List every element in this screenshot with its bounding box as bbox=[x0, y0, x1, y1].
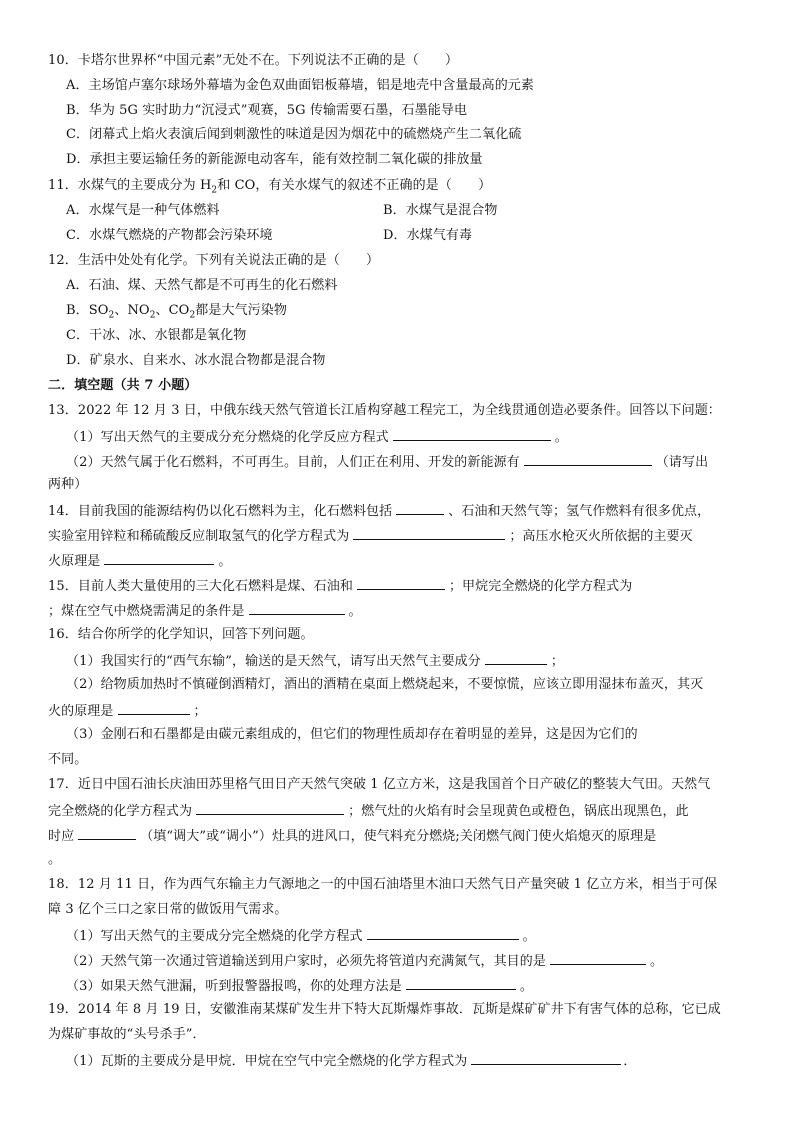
q17-line4: 。 bbox=[48, 852, 62, 867]
q13-part1-text: （1）写出天然气的主要成分充分燃烧的化学反应方程式 bbox=[66, 430, 389, 445]
q18-line2: 障 3 亿个三口之家日常的做饭用气需求。 bbox=[48, 902, 288, 917]
q12-b-sub: 2 bbox=[149, 310, 156, 321]
q18-text: （1）写出天然气的主要成分完全燃烧的化学方程式 bbox=[66, 929, 363, 944]
q12-b-sub: 2 bbox=[189, 310, 196, 321]
q14-text: 14．目前我国的能源结构仍以化石燃料为主，化石燃料包括 bbox=[48, 504, 393, 519]
q12-b-text: 、NO bbox=[114, 303, 150, 318]
q18-text: （2）天然气第一次通过管道输送到用户家时，必须先将管道内充满氮气，其目的是 bbox=[66, 954, 546, 969]
q16-part1 bbox=[66, 651, 564, 671]
q15-text: ；煤在空气中燃烧需满足的条件是 bbox=[48, 604, 245, 619]
q19-text: （1）瓦斯的主要成分是甲烷．甲烷在空气中完全燃烧的化学方程式为 bbox=[66, 1054, 468, 1069]
answer-blank[interactable] bbox=[550, 951, 646, 965]
q14-text: 火原理是 bbox=[48, 554, 101, 569]
q10-option-b: B．华为 5G 实时助力“沉浸式”观赛，5G 传输需要石墨，石墨能导电 bbox=[66, 103, 468, 118]
q11-option-b: B．水煤气是混合物 bbox=[383, 203, 498, 218]
answer-blank[interactable] bbox=[196, 801, 344, 815]
q12-stem: 12．生活中处处有化学。下列有关说法正确的是（ ） bbox=[48, 253, 380, 268]
q14-line3 bbox=[48, 551, 232, 571]
q15-text: 。 bbox=[348, 604, 362, 619]
q18-part2 bbox=[66, 951, 663, 971]
q16-part2-cont bbox=[48, 701, 207, 721]
answer-blank[interactable] bbox=[118, 701, 190, 715]
q14-text: 、石油和天然气等；氢气作燃料有很多优点， bbox=[448, 504, 711, 519]
q13-part2-cont: 两种） bbox=[48, 477, 88, 492]
q16-text: （1）我国实行的“西气东输”，输送的是天然气，请写出天然气主要成分 bbox=[66, 654, 481, 669]
answer-blank[interactable] bbox=[393, 427, 551, 441]
answer-blank[interactable] bbox=[485, 651, 547, 665]
q18-text: 。 bbox=[649, 954, 664, 969]
q15-text: ；甲烷完全燃烧的化学方程式为 bbox=[448, 579, 633, 594]
q15-line1 bbox=[48, 576, 632, 596]
q17-line1: 17．近日中国石油长庆油田苏里格气田日产天然气突破 1 亿立方米，这是我国首个日产破亿的整装大气田。天然气 bbox=[48, 777, 711, 792]
answer-blank[interactable] bbox=[471, 1051, 621, 1065]
q10-option-a: A．主场馆卢塞尔球场外幕墙为金色双曲面铝板幕墙，铝是地壳中含量最高的元素 bbox=[66, 78, 534, 93]
q12-b-sub: 2 bbox=[108, 310, 115, 321]
q13-part2-end: （请写出 bbox=[655, 455, 709, 470]
q14-text: 。 bbox=[218, 554, 232, 569]
q12-b-text: 、CO bbox=[155, 303, 190, 318]
q18-text: （3）如果天然气泄漏，听到报警器报鸣，你的处理方法是 bbox=[66, 979, 402, 994]
section-heading: 二．填空题（共 7 小题） bbox=[48, 378, 198, 393]
q10-stem: 10．卡塔尔世界杯“中国元素”无处不在。下列说法不正确的是（ ） bbox=[48, 53, 459, 68]
answer-blank[interactable] bbox=[396, 501, 444, 515]
q11-option-c: C．水煤气燃烧的产物都会污染环境 bbox=[66, 228, 273, 243]
answer-blank[interactable] bbox=[78, 826, 136, 840]
q18-line1: 18．12 月 11 日，作为西气东输主力气源地之一的中国石油塔里木油口天然气日产量突破 1 亿立方米，相当于可保 bbox=[48, 877, 718, 892]
q12-option-d: D．矿泉水、自来水、冰水混合物都是混合物 bbox=[66, 353, 326, 368]
q18-text: 。 bbox=[519, 979, 533, 994]
q17-line3 bbox=[48, 826, 656, 846]
q11-subscript: 2 bbox=[211, 185, 218, 196]
q18-part1 bbox=[66, 926, 536, 946]
q18-text: 。 bbox=[522, 929, 536, 944]
answer-blank[interactable] bbox=[104, 551, 214, 565]
q16-text: ； bbox=[193, 704, 207, 719]
q18-part3 bbox=[66, 976, 533, 996]
q19-line2: 为煤矿事故的“头号杀手”． bbox=[48, 1027, 206, 1042]
q14-text: 实验室用锌粒和稀硫酸反应制取氢气的化学方程式为 bbox=[48, 529, 350, 544]
q16-part2: （2）给物质加热时不慎碰倒酒精灯，酒出的酒精在桌面上燃烧起来，不要惊慌，应该立即用湿抹布盖灭，其灭 bbox=[66, 677, 704, 692]
answer-blank[interactable] bbox=[406, 976, 516, 990]
q11-option-d: D．水煤气有毒 bbox=[383, 228, 473, 243]
q11-stem-text-end: 和 CO，有关水煤气的叙述不正确的是（ ） bbox=[217, 178, 492, 193]
q17-text: （填“调大”或“调小”）灶具的进风口，使气料充分燃烧;关闭燃气阀门使火焰熄灭的原理是 bbox=[140, 829, 657, 844]
q12-b-text: B．SO bbox=[66, 303, 109, 318]
q12-option-b bbox=[66, 302, 287, 320]
q16-part3-cont: 不同。 bbox=[48, 752, 88, 767]
answer-blank[interactable] bbox=[367, 926, 519, 940]
q12-option-a: A．石油、煤、天然气都是不可再生的化石燃料 bbox=[66, 278, 338, 293]
q11-option-a: A．水煤气是一种气体燃料 bbox=[66, 203, 220, 218]
q15-text: 15．目前人类大量使用的三大化石燃料是煤、石油和 bbox=[48, 579, 353, 594]
q14-line1 bbox=[48, 501, 710, 521]
answer-blank[interactable] bbox=[249, 601, 345, 615]
q16-text: ； bbox=[550, 654, 564, 669]
q19-text: ． bbox=[623, 1054, 637, 1069]
q13-part2-text: （2）天然气属于化石燃料，不可再生。目前，人们正在利用、开发的新能源有 bbox=[66, 455, 520, 470]
q13-stem: 13．2022 年 12 月 3 日，中俄东线天然气管道长江盾构穿越工程完工，为全线贯通创造必要条件。回答以下问题： bbox=[48, 403, 721, 418]
q16-stem: 16．结合你所学的化学知识，回答下列问题。 bbox=[48, 627, 314, 642]
q12-b-text: 都是大气污染物 bbox=[195, 303, 287, 318]
answer-blank[interactable] bbox=[353, 526, 505, 540]
q17-line2 bbox=[48, 801, 689, 821]
q10-option-d: D．承担主要运输任务的新能源电动客车，能有效控制二氧化碳的排放量 bbox=[66, 152, 483, 167]
q10-option-c: C．闭幕式上焰火表演后闻到刺激性的味道是因为烟花中的硫燃烧产生二氧化硫 bbox=[66, 127, 522, 142]
q17-text: ；燃气灶的火焰有时会呈现黄色或橙色，锅底出现黑色，此 bbox=[348, 804, 689, 819]
answer-blank[interactable] bbox=[357, 576, 445, 590]
answer-blank[interactable] bbox=[524, 452, 652, 466]
q16-text: 火的原理是 bbox=[48, 704, 114, 719]
q13-part1-end: 。 bbox=[554, 430, 568, 445]
q19-part1 bbox=[66, 1051, 636, 1071]
q11-stem bbox=[48, 177, 491, 195]
q17-text: 时应 bbox=[48, 829, 75, 844]
q13-part2 bbox=[66, 452, 708, 472]
q15-line2 bbox=[48, 601, 362, 621]
q17-text: 完全燃烧的化学方程式为 bbox=[48, 804, 193, 819]
q14-text: ；高压水枪灭火所依据的主要灭 bbox=[509, 529, 693, 544]
q13-part1 bbox=[66, 427, 568, 447]
q11-stem-text: 11．水煤气的主要成分为 H bbox=[48, 178, 212, 193]
q19-line1: 19．2014 年 8 月 19 日，安徽淮南某煤矿发生井下特大瓦斯爆炸事故．瓦斯是煤矿矿井下有害气体的总称，它已成 bbox=[48, 1002, 721, 1017]
q12-option-c: C．干冰、冰、水银都是氧化物 bbox=[66, 328, 247, 343]
q14-line2 bbox=[48, 526, 693, 546]
q16-part3: （3）金刚石和石墨都是由碳元素组成的，但它们的物理性质却存在着明显的差异，这是因为它们的 bbox=[66, 727, 638, 742]
